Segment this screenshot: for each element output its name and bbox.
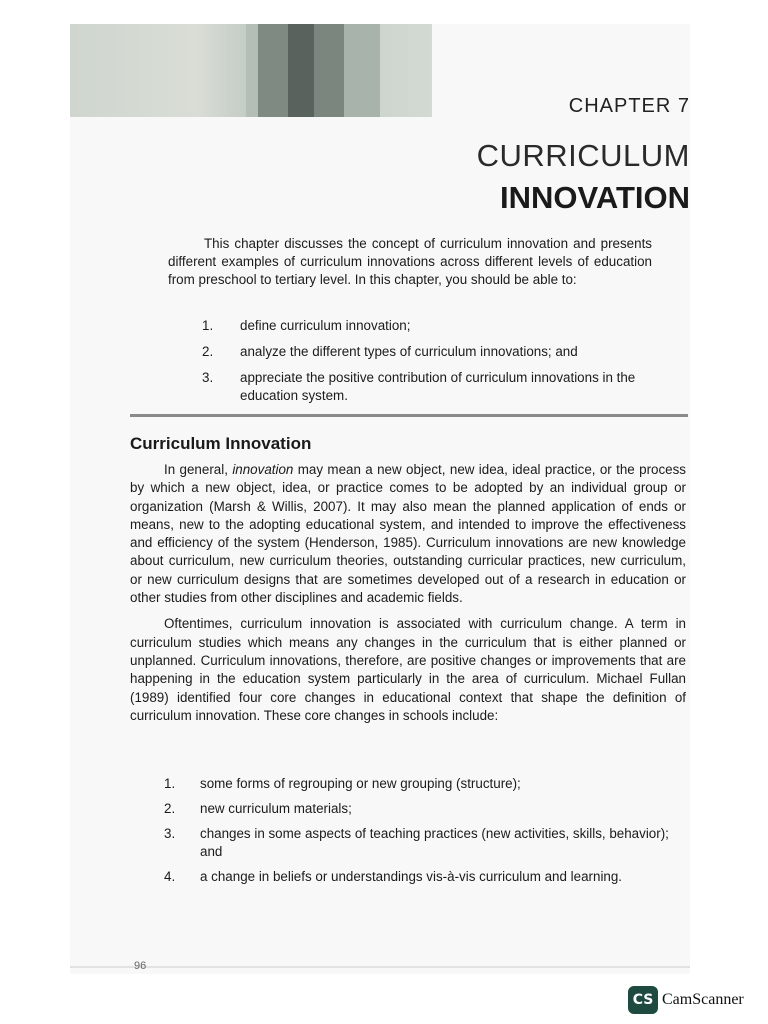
header-photo (70, 24, 432, 117)
change-number: 2. (164, 801, 176, 816)
objective-text: define curriculum innovation; (240, 318, 411, 333)
objective-item (202, 369, 652, 405)
chapter-title-line1: CURRICULUM (476, 138, 690, 173)
page-number: 96 (134, 960, 147, 972)
emphasis-innovation: innovation (232, 462, 294, 477)
objective-text: appreciate the positive contribution of curriculum innovations in the education system. (240, 370, 636, 403)
change-item (164, 868, 688, 886)
footer-line (70, 966, 690, 968)
camscanner-watermark (628, 986, 744, 1014)
chapter-intro (168, 235, 652, 289)
change-item (164, 825, 688, 861)
objective-text: analyze the different types of curriculum innovations; and (240, 344, 578, 359)
change-number: 4. (164, 869, 176, 884)
change-text: some forms of regrouping or new grouping (structure); (200, 776, 521, 791)
objective-number: 2. (202, 344, 214, 359)
learning-objectives (202, 317, 652, 413)
body-paragraph-1: In general, innovation may mean a new object, new idea, ideal practice, or the process by which a new object, idea, or practice comes to be adopted by an individual group or organization (Marsh & Willis, 2007). It may also mean the planned application of ends or means, new to the adopting educational system, and intended to improve the effectiveness and efficiency of the system (Henderson, 1985). Curriculum innovations are new knowledge about curriculum, new curriculum theories, outstanding curricular practices, new curriculum, or new curriculum designs that are sometimes developed out of a research in education or other studies from other disciplines and academic fields. (130, 462, 687, 606)
change-item (164, 800, 688, 818)
objective-item (202, 317, 652, 335)
change-number: 1. (164, 776, 176, 791)
section-body (130, 461, 686, 733)
section-heading: Curriculum Innovation (130, 434, 312, 453)
change-number: 3. (164, 826, 176, 841)
objective-number: 1. (202, 318, 214, 333)
change-text: a change in beliefs or understandings vis-à-vis curriculum and learning. (200, 869, 623, 884)
camscanner-label: CamScanner (662, 991, 744, 1008)
change-text: changes in some aspects of teaching practices (new activities, skills, behavior); and (200, 826, 669, 859)
objective-number: 3. (202, 370, 214, 385)
objective-item (202, 343, 652, 361)
body-paragraph-2: Oftentimes, curriculum innovation is associated with curriculum change. A term in curriculum studies which means any changes in the curriculum that is either planned or unplanned. Curriculum innovations, therefore, are positive changes or improvements that are happening in the education system particularly in the area of curriculum. Michael Fullan (1989) identified four core changes in educational context that shape the definition of curriculum innovation. These core changes in schools include: (130, 616, 686, 723)
chapter-label: CHAPTER 7 (568, 95, 690, 117)
core-changes-list (164, 775, 688, 893)
change-item (164, 775, 688, 793)
chapter-title-line2: INNOVATION (499, 180, 690, 215)
section-divider (130, 414, 688, 417)
camscanner-logo-icon: CS (628, 986, 658, 1014)
intro-paragraph: This chapter discusses the concept of curriculum innovation and presents different examples of curriculum innovations across different levels of education from preschool to tertiary level. In this chapter, you should be able to: (168, 236, 652, 287)
change-text: new curriculum materials; (200, 801, 352, 816)
